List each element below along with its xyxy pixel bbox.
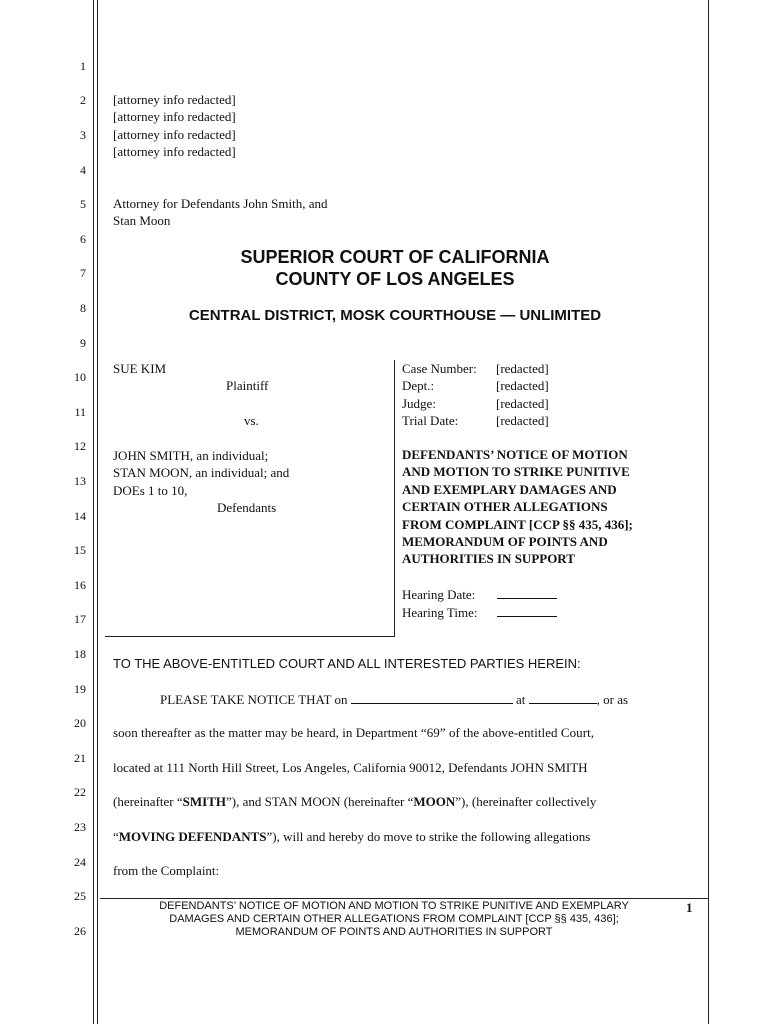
body-line-1 — [160, 690, 677, 708]
salutation: TO THE ABOVE-ENTITLED COURT AND ALL INTERESTED PARTIES HEREIN: — [113, 656, 581, 671]
defined-term: MOVING DEFENDANTS — [118, 829, 267, 844]
line-number: 6 — [80, 232, 86, 246]
hearing-date-label: Hearing Date: — [402, 587, 476, 602]
line-number: 14 — [74, 509, 86, 523]
page-number: 1 — [686, 900, 693, 915]
attorney-info-line: [attorney info redacted] — [113, 126, 236, 142]
defined-term: MOON — [413, 794, 456, 809]
document-title-line: CERTAIN OTHER ALLEGATIONS — [402, 499, 608, 515]
hearing-date-row — [402, 585, 557, 603]
caption-parties — [113, 360, 393, 517]
case-info-row — [402, 360, 549, 377]
hearing-time-row — [402, 603, 557, 621]
line-number: 16 — [74, 578, 86, 592]
caption-divider-horizontal — [105, 636, 395, 637]
line-number: 9 — [80, 336, 86, 350]
plaintiff-name: SUE KIM — [113, 361, 167, 376]
line-number: 17 — [74, 612, 86, 626]
line-number: 5 — [80, 197, 86, 211]
hearing-time-label: Hearing Time: — [402, 605, 478, 621]
line-number: 11 — [74, 405, 86, 419]
body-line-6: from the Complaint: — [113, 863, 220, 878]
body-text: “ — [113, 829, 119, 844]
document-title-line: DEFENDANTS’ NOTICE OF MOTION — [402, 447, 628, 462]
document-title-line: AND EXEMPLARY DAMAGES AND — [402, 481, 617, 497]
attorney-for — [113, 195, 327, 230]
notice-time-blank — [529, 690, 597, 704]
case-info-row — [402, 412, 549, 429]
line-number: 13 — [74, 474, 86, 488]
line-number: 18 — [74, 647, 86, 661]
footer-rule — [100, 898, 708, 899]
document-title-line: FROM COMPLAINT [CCP §§ 435, 436]; — [402, 516, 633, 532]
line-number: 23 — [74, 820, 86, 834]
case-info-row — [402, 377, 549, 394]
line-number: 1 — [80, 59, 86, 73]
line-number: 10 — [74, 370, 86, 384]
case-info-row — [402, 395, 549, 412]
notice-date-blank — [351, 690, 513, 704]
attorney-for-line: Stan Moon — [113, 213, 171, 229]
defendant-line: DOEs 1 to 10, — [113, 482, 188, 498]
line-number: 22 — [74, 785, 86, 799]
line-number: 2 — [80, 93, 86, 107]
hearing-time-blank — [497, 603, 557, 617]
case-info-value: [redacted] — [496, 413, 549, 429]
hearing-info — [402, 585, 557, 622]
case-info-value: [redacted] — [496, 395, 549, 411]
document-title-line: AND MOTION TO STRIKE PUNITIVE — [402, 464, 630, 480]
case-info-value: [redacted] — [496, 361, 549, 376]
line-number: 3 — [80, 128, 86, 142]
margin-rule-right — [708, 0, 709, 1024]
body-text: ”), (hereinafter collectively — [455, 794, 597, 809]
court-county: COUNTY OF LOS ANGELES — [275, 269, 515, 289]
line-number: 25 — [74, 889, 86, 903]
body-text: at — [515, 692, 526, 707]
attorney-info-line: [attorney info redacted] — [113, 92, 236, 107]
line-number: 19 — [74, 682, 86, 696]
versus: vs. — [244, 413, 259, 429]
margin-rule-inner — [97, 0, 98, 1024]
document-title-line: MEMORANDUM OF POINTS AND — [402, 534, 608, 550]
attorney-info — [113, 91, 236, 161]
case-info-label: Judge: — [402, 395, 436, 411]
line-number: 26 — [74, 924, 86, 938]
line-number: 4 — [80, 163, 86, 177]
case-info-label: Trial Date: — [402, 413, 459, 429]
document-title-line: AUTHORITIES IN SUPPORT — [402, 551, 575, 567]
case-info — [402, 360, 549, 430]
spacer — [113, 395, 393, 412]
line-number: 12 — [74, 439, 86, 453]
body-line-2: soon thereafter as the matter may be heard, in Department “69” of the above-entitled Court, — [113, 725, 595, 740]
line-number: 8 — [80, 301, 86, 315]
body-text: PLEASE TAKE NOTICE THAT on — [160, 692, 348, 707]
body-text: ”), and STAN MOON (hereinafter “ — [225, 794, 414, 809]
attorney-info-line: [attorney info redacted] — [113, 109, 236, 125]
caption-divider-vertical — [394, 360, 395, 637]
line-number: 20 — [74, 716, 86, 730]
attorney-for-line: Attorney for Defendants John Smith, and — [113, 196, 328, 211]
defendant-line: JOHN SMITH, an individual; — [113, 448, 269, 464]
defendant-line: STAN MOON, an individual; and — [113, 465, 290, 481]
body-text: (hereinafter “ — [113, 794, 183, 809]
attorney-info-line: [attorney info redacted] — [113, 144, 236, 160]
body-text: , or as — [596, 692, 629, 707]
hearing-date-blank — [497, 585, 557, 599]
court-heading — [98, 246, 692, 326]
line-number: 15 — [74, 543, 86, 557]
court-name: SUPERIOR COURT OF CALIFORNIA — [240, 247, 550, 267]
body-line-4 — [113, 794, 596, 810]
case-info-label: Dept.: — [402, 378, 435, 394]
footer-line: MEMORANDUM OF POINTS AND AUTHORITIES IN SUPPORT — [235, 926, 553, 938]
case-info-value: [redacted] — [496, 378, 549, 394]
body-line-5 — [113, 829, 590, 845]
spacer — [113, 430, 393, 447]
footer-title — [110, 900, 678, 939]
line-number: 21 — [74, 751, 86, 765]
margin-rule-outer — [93, 0, 94, 1024]
defendant-label: Defendants — [217, 500, 277, 516]
body-line-3: located at 111 North Hill Street, Los Angeles, California 90012, Defendants JOHN SMITH — [113, 760, 588, 775]
court-district: CENTRAL DISTRICT, MOSK COURTHOUSE — UNLIMITED — [188, 307, 602, 324]
footer-line: DAMAGES AND CERTAIN OTHER ALLEGATIONS FROM COMPLAINT [CCP §§ 435, 436]; — [169, 913, 619, 925]
defined-term: SMITH — [182, 794, 226, 809]
line-number: 7 — [80, 266, 86, 280]
body-text: ”), will and hereby do move to strike the following allegations — [266, 829, 591, 844]
document-title — [402, 446, 633, 568]
footer-line: DEFENDANTS’ NOTICE OF MOTION AND MOTION TO STRIKE PUNITIVE AND EXEMPLARY — [159, 900, 629, 912]
plaintiff-label: Plaintiff — [226, 378, 269, 394]
line-number: 24 — [74, 855, 86, 869]
case-info-label: Case Number: — [402, 361, 477, 376]
